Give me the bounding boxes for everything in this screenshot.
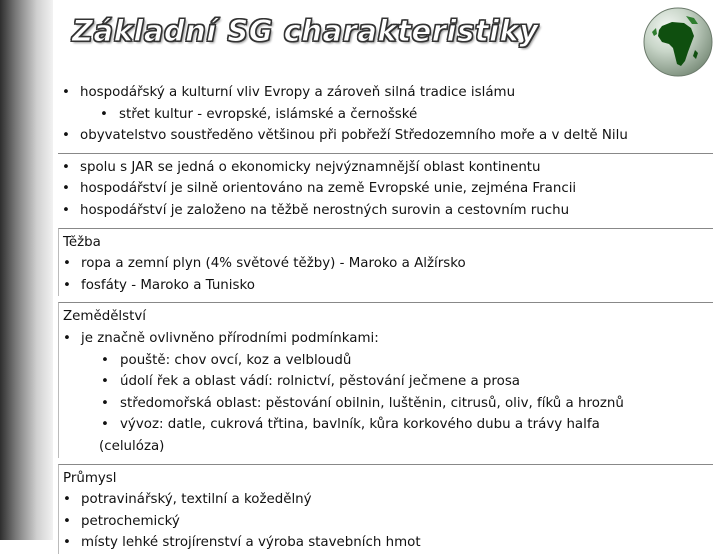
bullet-icon: • bbox=[63, 256, 71, 272]
list-item: • hospodářství je založeno na těžbě nerostných surovin a cestovním ruchu bbox=[60, 200, 713, 222]
industry-section bbox=[58, 464, 713, 554]
section-heading: Těžba bbox=[63, 234, 101, 250]
bullet-icon: • bbox=[101, 374, 109, 390]
bullet-icon: • bbox=[63, 513, 71, 529]
left-decorative-strip bbox=[0, 0, 53, 540]
list-item: • obyvatelstvo soustředěno většinou při pobřeží Středozemního moře a v deltě Nilu bbox=[60, 125, 713, 147]
list-item: • potravinářský, textilní a kožedělný bbox=[61, 489, 713, 511]
list-item: • je značně ovlivněno přírodními podmínkami: bbox=[61, 328, 713, 350]
list-item: • údolí řek a oblast vádí: rolnictví, pěstování ječmene a prosa bbox=[61, 371, 713, 393]
bullet-icon: • bbox=[62, 85, 70, 100]
list-item: • ropa a zemní plyn (4% světové těžby) - Maroko a Alžírsko bbox=[61, 253, 713, 275]
list-item: • pouště: chov ovcí, koz a velbloudů bbox=[61, 350, 713, 372]
africa-globe-icon bbox=[642, 6, 714, 78]
list-item: • hospodářský a kulturní vliv Evropy a zároveň silná tradice islámu bbox=[60, 82, 713, 104]
bullet-icon: • bbox=[63, 492, 71, 508]
content-body bbox=[58, 82, 713, 554]
list-item: • petrochemický bbox=[61, 511, 713, 533]
slide-title: Základní SG charakteristiky bbox=[72, 14, 539, 48]
list-item: • fosfáty - Maroko a Tunisko bbox=[61, 275, 713, 297]
bullet-icon: • bbox=[62, 159, 70, 175]
bullet-icon: • bbox=[62, 181, 70, 197]
bullet-icon: • bbox=[101, 352, 109, 368]
bullet-icon: • bbox=[101, 395, 109, 411]
section-heading: Průmysl bbox=[63, 470, 117, 486]
bullet-icon: • bbox=[63, 535, 71, 551]
list-item: • místy lehké strojírenství a výroba stavebních hmot bbox=[61, 532, 713, 554]
section-heading: Zemědělství bbox=[63, 309, 147, 325]
list-item: • hospodářství je silně orientováno na země Evropské unie, zejména Francii bbox=[60, 178, 713, 200]
bullet-icon: • bbox=[63, 330, 71, 346]
agriculture-section bbox=[58, 302, 713, 457]
intro-section bbox=[58, 82, 713, 147]
bullet-icon: • bbox=[62, 128, 70, 144]
bullet-icon: • bbox=[101, 417, 109, 433]
bullet-icon: • bbox=[62, 202, 70, 218]
bullet-icon: • bbox=[63, 277, 71, 293]
list-item: • spolu s JAR se jedná o ekonomicky nejvýznamnější oblast kontinentu bbox=[60, 157, 713, 179]
list-item: • vývoz: datle, cukrová třtina, bavlník, kůra korkového dubu a trávy halfa bbox=[61, 414, 713, 436]
bullet-icon: • bbox=[100, 106, 108, 122]
economy-section bbox=[58, 153, 713, 222]
list-item: • středomořská oblast: pěstování obilnin, luštěnin, citrusů, oliv, fíků a hroznů bbox=[61, 393, 713, 415]
mining-section bbox=[58, 228, 713, 297]
list-item-continuation: (celulóza) bbox=[99, 438, 165, 454]
list-item: • střet kultur - evropské, islámské a černošské bbox=[60, 104, 713, 126]
